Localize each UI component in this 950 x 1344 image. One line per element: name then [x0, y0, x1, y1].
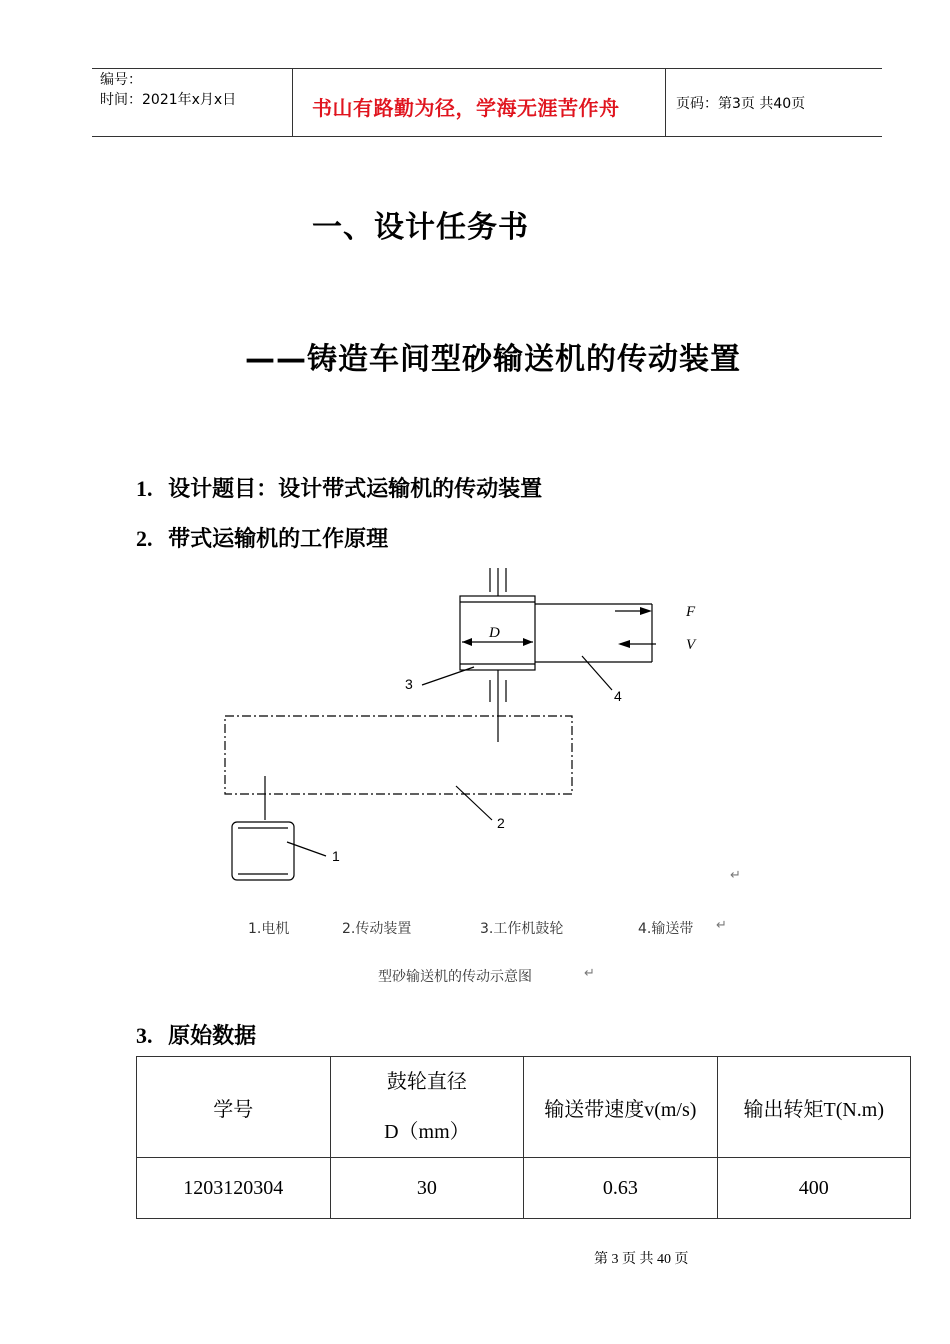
header-time: 时间：2021年x月x日 [100, 92, 237, 108]
leader-4 [582, 656, 612, 690]
diameter-arrowhead-left [462, 638, 472, 646]
leader-2 [456, 786, 492, 820]
return-mark-2: ↵ [716, 918, 727, 933]
section-3-number: 3. [136, 1023, 153, 1048]
label-V: V [686, 637, 696, 653]
label-1: 1 [332, 848, 340, 864]
leader-3 [422, 667, 474, 685]
section-1-number: 1. [136, 476, 153, 501]
header-serial: 编号： [100, 72, 142, 88]
cell-belt-speed: 0.63 [524, 1158, 717, 1219]
legend-transmission: 2.传动装置 [342, 921, 412, 937]
label-4: 4 [614, 688, 622, 704]
velocity-arrowhead [618, 640, 630, 648]
header-belt-speed: 输送带速度v(m/s) [524, 1057, 717, 1158]
figure-caption: 型砂输送机的传动示意图 [378, 969, 532, 985]
original-data-table [136, 1056, 911, 1219]
label-3: 3 [405, 676, 413, 692]
table-row [137, 1158, 911, 1219]
return-mark-1: ↵ [730, 868, 741, 883]
header-drum-diameter [330, 1057, 524, 1158]
motor-body [232, 822, 294, 880]
table-header-row [137, 1057, 911, 1158]
section-3-heading [136, 1019, 256, 1050]
return-mark-3: ↵ [584, 966, 595, 981]
label-F: F [686, 604, 696, 620]
legend-motor: 1.电机 [248, 921, 290, 937]
cell-output-torque: 400 [717, 1158, 910, 1219]
force-arrowhead [640, 607, 652, 615]
header-student-id: 学号 [137, 1057, 331, 1158]
legend-belt: 4.输送带 [638, 921, 694, 937]
header-drum-diameter-line2: D（mm） [384, 1121, 470, 1143]
section-2-number: 2. [136, 526, 153, 551]
diameter-arrowhead-right [523, 638, 533, 646]
page-footer: 第 3 页 共 40 页 [594, 1252, 689, 1267]
cell-drum-diameter: 30 [330, 1158, 524, 1219]
cell-student-id: 1203120304 [137, 1158, 331, 1219]
legend-drum: 3.工作机鼓轮 [480, 921, 564, 937]
section-2-text: 带式运输机的工作原理 [168, 527, 389, 552]
section-3-text: 原始数据 [168, 1024, 257, 1049]
leader-1 [287, 842, 326, 856]
page-title: 一、设计任务书 [312, 210, 529, 245]
page-subtitle: ——铸造车间型砂输送机的传动装置 [245, 342, 741, 377]
section-1-text: 设计题目：设计带式运输机的传动装置 [168, 477, 543, 502]
label-2: 2 [497, 815, 505, 831]
header-page-number: 页码：第3页 共40页 [676, 96, 806, 112]
label-D: D [489, 625, 500, 641]
header-drum-diameter-line1: 鼓轮直径 [386, 1071, 467, 1093]
header-output-torque: 输出转矩T(N.m) [717, 1057, 910, 1158]
transmission-box [225, 716, 572, 794]
header-motto: 书山有路勤为径，学海无涯苦作舟 [312, 96, 620, 120]
